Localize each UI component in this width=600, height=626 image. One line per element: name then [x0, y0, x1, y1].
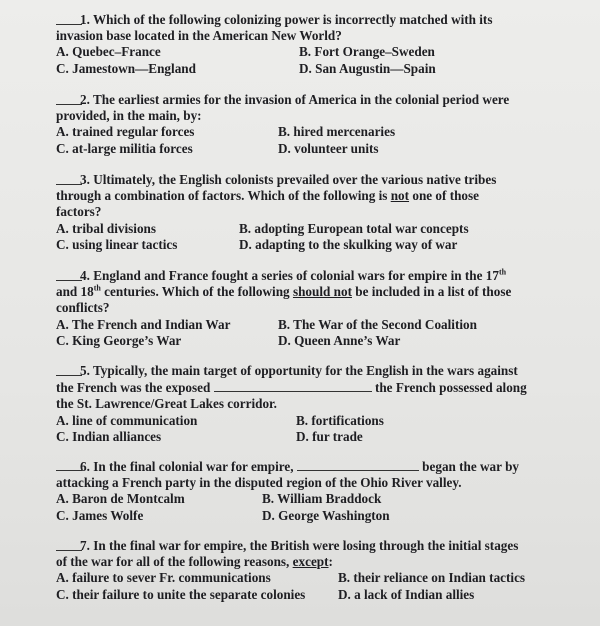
option-c: C. Jamestown—England [56, 60, 196, 76]
question-number: 2. [80, 92, 90, 107]
option-b: B. The War of the Second Coalition [278, 316, 477, 332]
option-d: D. volunteer units [278, 140, 379, 156]
question-stem: through a combination of factors. Which of the following is [56, 188, 388, 204]
question-stem: factors? [56, 204, 102, 220]
option-c: C. King George’s War [56, 332, 182, 348]
fill-in-blank[interactable] [297, 458, 419, 471]
option-a: A. failure to sever Fr. communications [56, 570, 271, 586]
question-stem: the French was the exposed [56, 380, 211, 396]
option-b: B. their reliance on Indian tactics [338, 570, 526, 586]
option-d: D. a lack of Indian allies [338, 586, 475, 602]
option-a: A. tribal divisions [56, 220, 157, 236]
question-4 [56, 268, 556, 349]
option-d: D. San Augustin—Spain [299, 60, 436, 76]
option-a: A. trained regular forces [56, 124, 195, 140]
question-stem: Typically, the main target of opportunity for the English in the wars against [92, 363, 518, 378]
answer-blank[interactable] [56, 269, 82, 281]
question-6 [56, 458, 556, 524]
option-d: D. adapting to the skulking way of war [239, 236, 458, 252]
question-stem: invasion base located in the American New World? [56, 28, 342, 44]
option-c: C. James Wolfe [56, 507, 144, 523]
option-b: B. adopting European total war concepts [239, 220, 469, 236]
question-stem: England and France fought a series of colonial wars for empire in the 17 [93, 268, 499, 283]
option-a: A. Quebec–France [56, 44, 161, 60]
question-5 [56, 363, 556, 445]
question-number: 3. [80, 172, 90, 187]
option-b: B. fortifications [296, 412, 384, 428]
answer-blank[interactable] [56, 539, 82, 551]
question-stem: centuries. Which of the following [104, 284, 290, 300]
question-stem: one of those [412, 188, 480, 204]
question-stem: of the war for all of the following reasons, [56, 554, 290, 570]
answer-blank[interactable] [56, 173, 82, 185]
superscript: th [93, 283, 101, 293]
option-b: B. Fort Orange–Sweden [299, 44, 435, 60]
question-stem: and 18 [56, 284, 94, 300]
option-d: D. George Washington [262, 507, 390, 523]
answer-blank[interactable] [56, 93, 82, 105]
option-a: A. Baron de Montcalm [56, 491, 185, 507]
question-7 [56, 538, 556, 603]
question-stem: Ultimately, the English colonists prevailed over the various native tribes [93, 172, 497, 187]
fill-in-blank[interactable] [214, 379, 372, 392]
question-stem: conflicts? [56, 300, 110, 316]
question-stem: In the final colonial war for empire, [93, 459, 294, 474]
question-stem: Which of the following colonizing power is incorrectly matched with its [92, 12, 493, 27]
question-stem: the St. Lawrence/Great Lakes corridor. [56, 396, 277, 412]
question-number: 7. [80, 538, 90, 553]
option-a: A. The French and Indian War [56, 316, 231, 332]
superscript: th [498, 267, 507, 277]
emphasis-underline: not [390, 188, 410, 204]
question-2 [56, 92, 556, 157]
option-c: C. Indian alliances [56, 428, 162, 444]
option-b: B. hired mercenaries [278, 124, 396, 140]
question-stem: provided, in the main, by: [56, 108, 202, 124]
option-c: C. at-large militia forces [56, 140, 193, 156]
option-d: D. Queen Anne’s War [278, 332, 401, 348]
question-3 [56, 172, 556, 253]
emphasis-underline: except [292, 554, 329, 570]
emphasis-underline: should not [292, 284, 352, 300]
answer-blank[interactable] [56, 364, 82, 376]
question-stem: In the final war for empire, the British were losing through the initial stages [93, 538, 519, 553]
option-a: A. line of communication [56, 412, 198, 428]
question-stem: be included in a list of those [355, 284, 512, 300]
question-stem: attacking a French party in the disputed region of the Ohio River valley. [56, 475, 462, 491]
question-stem: The earliest armies for the invasion of America in the colonial period were [92, 92, 510, 107]
option-d: D. fur trade [296, 428, 363, 444]
option-b: B. William Braddock [262, 491, 382, 507]
question-stem: : [328, 554, 333, 570]
question-number: 1. [80, 12, 90, 27]
option-c: C. using linear tactics [56, 236, 178, 252]
option-c: C. their failure to unite the separate colonies [56, 586, 306, 602]
question-number: 5. [80, 363, 90, 378]
answer-blank[interactable] [56, 459, 82, 471]
question-number: 4. [80, 268, 90, 283]
question-number: 6. [80, 459, 90, 474]
answer-blank[interactable] [56, 13, 82, 25]
question-stem: the French possessed along [374, 380, 527, 396]
question-1 [56, 12, 556, 77]
question-stem: began the war by [422, 459, 519, 474]
